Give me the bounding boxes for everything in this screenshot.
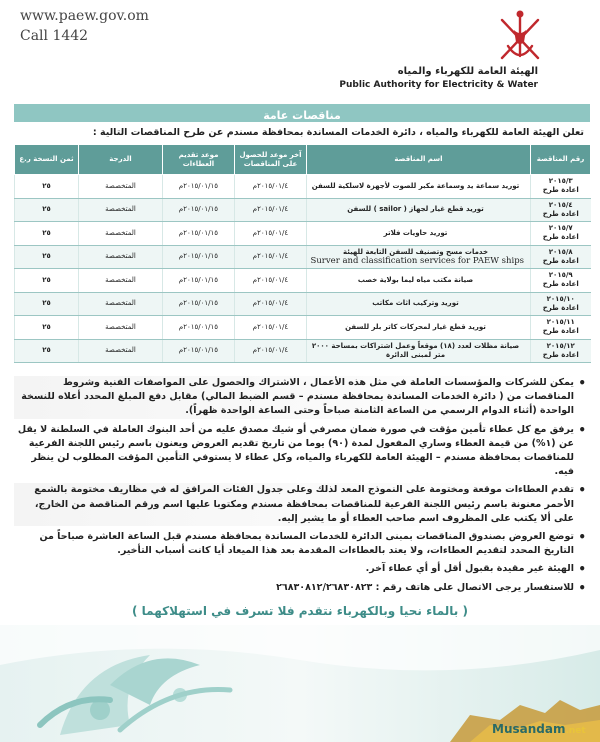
last-date-cell: ٢٠١٥/٠١/٤م [235,339,307,363]
submit-date-cell: ٢٠١٥/٠١/١٥م [163,269,235,293]
header-tender-no: رقم المناقصة [531,145,591,175]
submit-date-cell: ٢٠١٥/٠١/١٥م [163,245,235,269]
fee-cell: ٢٥ [15,339,79,363]
tender-name-cell: توريد قطع غيار لمحركات كاتر بلر للسفن [307,316,531,340]
tender-name-cell: صيانة مكتب مياه ليما بولاية خصب [307,269,531,293]
table-row [15,198,591,222]
tender-no-cell: ٢٠١٥/١٠ اعادة طرح [531,292,591,316]
fee-cell: ٢٥ [15,316,79,340]
submit-date-cell: ٢٠١٥/٠١/١٥م [163,198,235,222]
table-header-row [15,145,591,175]
header-tender-name: اسم المناقصة [307,145,531,175]
tender-no-cell: ٢٠١٥/٧ اعادة طرح [531,222,591,246]
submit-date-cell: ٢٠١٥/٠١/١٥م [163,339,235,363]
watermark-text: Musandam.net [492,722,586,736]
fee-cell: ٢٥ [15,292,79,316]
tender-no-cell: ٢٠١٥/١١ اعادة طرح [531,316,591,340]
tender-name-cell: توريد وتركيب اثاث مكاتب [307,292,531,316]
last-date-cell: ٢٠١٥/٠١/٤م [235,198,307,222]
term-item: • توضع العروض بصندوق المناقصات بمبنى الدائرة للخدمات المساندة بمحافظة مسندم قبل الساعة العاشرة صباحاً من التاريخ المحدد لتقديم العطاءات، ولا يعتد بالعطاءات المقدمة بعد هذا الميعاد أيا كانت أسباب التأخير. [14,530,586,558]
submit-date-cell: ٢٠١٥/٠١/١٥م [163,222,235,246]
intro-text: تعلن الهيئة العامة للكهرباء والمياه ، دائرة الخدمات المساندة بمحافظة مسندم عن طرح المناقصات التالية : [92,127,584,138]
term-item: • يمكن للشركات والمؤسسات العاملة في مثل هذه الأعمال ، الاشتراك والحصول على المواصفات الفنية وشروط المناقصات من ( دائرة الخدمات المساندة بمحافظة مسندم – قسم الضبط المالي) مقابل دفع المبلغ المحدد أعلاه للنسخة الواحدة (أثناء الدوام الرسمي من الساعة الثامنة صباحاً وحتى الساعة الواحدة ظهراً). [14,376,586,419]
grade-cell: المتخصصة [79,245,163,269]
grade-cell: المتخصصة [79,175,163,199]
slogan-text: ( بالماء نحيا وبالكهرباء نتقدم فلا تسرف في استهلاكهما ) [132,604,468,618]
term-item: • يرفق مع كل عطاء تأمين مؤقت في صورة ضمان مصرفي أو شيك مصدق عليه من أحد البنوك العاملة في السلطنة لا يقل عن (١%) من قيمة العطاء وساري المفعول لمدة (٩٠) يوما من تاريخ تقديم العروض ويعنون باسم رئيس اللجنة الفرعية للمناقصات بمحافظة مسندم – الهيئة العامة للكهرباء والمياه، وكل عطاء لا يستوفي التأمين المؤقت المطلوب لن ينظر فيه. [14,423,586,480]
fee-cell: ٢٥ [15,269,79,293]
grade-cell: المتخصصة [79,198,163,222]
header-last-date: آخر موعد للحصول على المناقصات [235,145,307,175]
header-grade: الدرجة [79,145,163,175]
grade-cell: المتخصصة [79,269,163,293]
tender-no-cell: ٢٠١٥/١٢ اعادة طرح [531,339,591,363]
header-fee: ثمن النسخة ر.ع [15,145,79,175]
table-row [15,269,591,293]
grade-cell: المتخصصة [79,339,163,363]
table-row [15,222,591,246]
last-date-cell: ٢٠١٥/٠١/٤م [235,316,307,340]
grade-cell: المتخصصة [79,292,163,316]
tender-name-cell: توريد حاويات فلاتر [307,222,531,246]
tender-name-cell: توريد سماعة يد وسماعة مكبر للصوت لأجهزة لاسلكية للسفن [307,175,531,199]
fee-cell: ٢٥ [15,175,79,199]
submit-date-cell: ٢٠١٥/٠١/١٥م [163,175,235,199]
last-date-cell: ٢٠١٥/٠١/٤م [235,269,307,293]
table-row [15,245,591,269]
table-row [15,292,591,316]
term-item: • تقدم العطاءات موقعة ومختومة على النموذج المعد لذلك وعلى جدول الفئات المرافق له في مظاريف مختومة بالشمع الأحمر معنونة باسم رئيس اللجنة الفرعية للمناقصات بمحافظة مسندم ومكتوبا عليها اسم ورقم المناقصة من الخارج، على ألا يكتب على المظروف اسم صاحب العطاء أو ما يشير إليه. [14,483,586,526]
last-date-cell: ٢٠١٥/٠١/٤م [235,222,307,246]
submit-date-cell: ٢٠١٥/٠١/١٥م [163,316,235,340]
section-banner [14,104,590,122]
tender-no-cell: ٢٠١٥/٨ اعادة طرح [531,245,591,269]
terms-list [14,376,590,599]
grade-cell: المتخصصة [79,316,163,340]
banner-title: مناقصات عامة [263,109,341,122]
call-number: Call 1442 [20,28,89,44]
last-date-cell: ٢٠١٥/٠١/٤م [235,292,307,316]
tender-no-cell: ٢٠١٥/٩ اعادة طرح [531,269,591,293]
website-text: www.paew.gov.om [20,8,149,24]
tender-name-cell: توريد قطع غيار لجهاز ( sailor ) للسفن [307,198,531,222]
tender-no-cell: ٢٠١٥/٤ اعادة طرح [531,198,591,222]
authority-name-arabic: الهيئة العامة للكهرباء والمياه [397,66,538,77]
tenders-table [14,144,591,363]
term-item: • الهيئة غير مقيدة بقبول أقل أو أي عطاء آخر. [14,562,586,576]
tender-name-cell: خدمات مسح وتصنيف للسفن التابعة للهيئة Surver and classification services for PAEW ships [307,245,531,269]
tender-name-cell: صيانة مظلات لعدد (١٨) موقعاً وعمل اشتراكات بمساحة ٢٠٠٠ متر لمبنى الدائرة [307,339,531,363]
table-row [15,316,591,340]
fee-cell: ٢٥ [15,222,79,246]
last-date-cell: ٢٠١٥/٠١/٤م [235,245,307,269]
fee-cell: ٢٥ [15,198,79,222]
last-date-cell: ٢٠١٥/٠١/٤م [235,175,307,199]
term-item: • للاستفسار يرجى الاتصال على هاتف رقم : ٢٦٨٣٠٨١٢/٢٦٨٣٠٨٢٣ [14,581,586,595]
table-row [15,339,591,363]
authority-name-english: Public Authority for Electricity & Water [339,80,538,90]
tender-no-cell: ٢٠١٥/٣ اعادة طرح [531,175,591,199]
document-header [0,0,600,100]
header-submit-date: موعد تقديم العطاءات [163,145,235,175]
fee-cell: ٢٥ [15,245,79,269]
grade-cell: المتخصصة [79,222,163,246]
submit-date-cell: ٢٠١٥/٠١/١٥م [163,292,235,316]
oman-emblem-icon [492,6,548,66]
table-row [15,175,591,199]
